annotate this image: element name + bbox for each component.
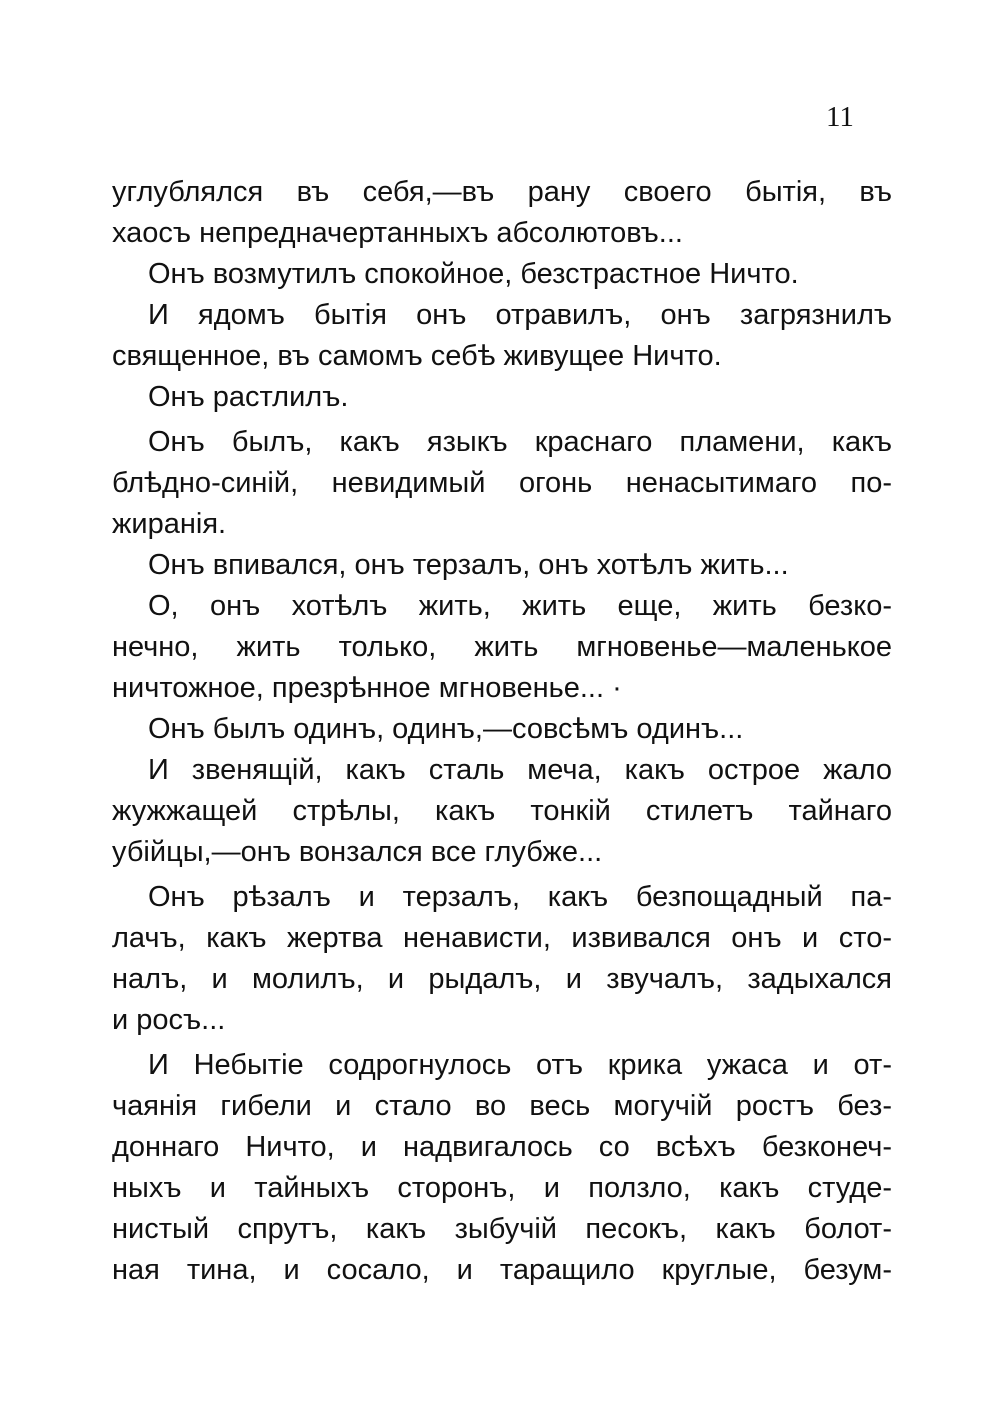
text-line: Онъ былъ, какъ языкъ краснаго пламени, какъ [148,426,892,458]
paragraph [112,1045,892,1291]
text-line: нечно, жить только, жить мгновенье—маленькое [112,631,892,663]
text-line: И Небытіе содрогнулось отъ крика ужаса и от- [148,1049,892,1081]
text-line: углублялся въ себя,—въ рану своего бытія, въ [112,176,892,208]
text-line: Онъ возмутилъ спокойное, безстрастное Ничто. [148,258,799,290]
paragraph [112,172,892,254]
paragraph [112,709,892,750]
text-line: ничтожное, презрѣнное мгновенье... · [112,672,622,704]
text-line: убійцы,—онъ вонзался все глубже... [112,836,603,868]
paragraph [112,877,892,1041]
paragraph [112,586,892,709]
paragraph [112,750,892,873]
text-line: налъ, и молилъ, и рыдалъ, и звучалъ, задыхался [112,963,892,995]
paragraph [112,545,892,586]
paragraph [112,295,892,377]
text-line: О, онъ хотѣлъ жить, жить еще, жить безко- [148,590,892,622]
text-line: И ядомъ бытія онъ отравилъ, онъ загрязнилъ [148,299,892,331]
paragraph [112,254,892,295]
paragraph [112,422,892,545]
paragraph [112,377,892,418]
text-line: хаосъ непредначертанныхъ абсолютовъ... [112,217,683,249]
text-line: Онъ рѣзалъ и терзалъ, какъ безпощадный па- [148,881,892,913]
text-line: блѣдно-синій, невидимый огонь ненасытимаго по- [112,467,892,499]
body-text [112,172,892,1291]
page-number: 11 [826,101,854,133]
text-line: И звенящій, какъ сталь меча, какъ острое жало [148,754,892,786]
text-line: жужжащей стрѣлы, какъ тонкій стилетъ тайнаго [112,795,892,827]
text-line: Онъ растлилъ. [148,381,349,413]
text-line: ныхъ и тайныхъ сторонъ, и ползло, какъ студе- [112,1172,892,1204]
text-line: Онъ былъ одинъ, одинъ,—совсѣмъ одинъ... [148,713,744,745]
text-line: священное, въ самомъ себѣ живущее Ничто. [112,340,722,372]
text-line: и росъ... [112,1004,226,1036]
text-line: жиранія. [112,508,227,540]
text-line: Онъ впивался, онъ терзалъ, онъ хотѣлъ жить... [148,549,789,581]
text-line: нистый спрутъ, какъ зыбучій песокъ, какъ болот- [112,1213,892,1245]
text-line: ная тина, и сосало, и таращило круглые, безум- [112,1254,892,1286]
text-line: лачъ, какъ жертва ненависти, извивался онъ и сто- [112,922,892,954]
text-line: чаянія гибели и стало во весь могучій ростъ без- [112,1090,892,1122]
text-line: доннаго Ничто, и надвигалось со всѣхъ безконеч- [112,1131,892,1163]
